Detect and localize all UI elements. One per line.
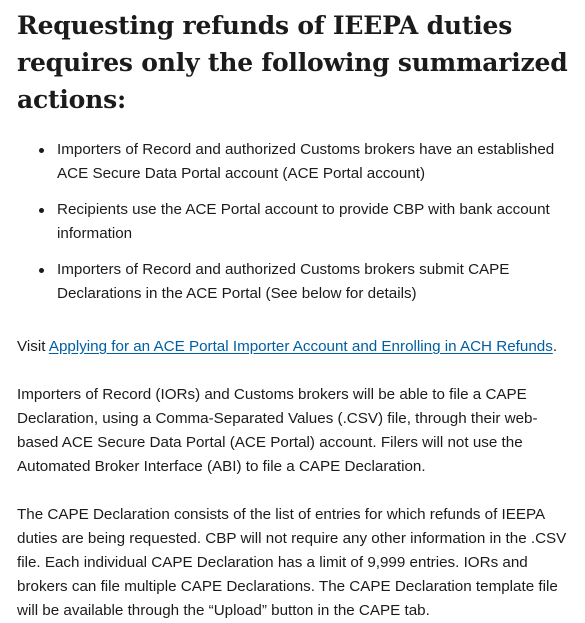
list-item: Recipients use the ACE Portal account to provide CBP with bank account information xyxy=(57,198,573,246)
summary-action-list xyxy=(17,138,573,306)
visit-suffix-text: . xyxy=(552,338,558,355)
visit-prefix-text: Visit xyxy=(17,338,49,355)
cape-filing-paragraph: Importers of Record (IORs) and Customs brokers will be able to file a CAPE Declaration, using a Comma-Separated Values (.CSV) file, through their web-based ACE Secure Data Portal (ACE Portal) account. Filers will not use the Automated Broker Interface (ABI) to file a CAPE Declaration. xyxy=(17,386,538,475)
section-heading: Requesting refunds of IEEPA duties requires only the following summarized actions: xyxy=(17,11,568,114)
ace-portal-importer-account-link[interactable]: Applying for an ACE Portal Importer Account and Enrolling in ACH Refunds xyxy=(48,338,553,355)
list-item: Importers of Record and authorized Customs brokers submit CAPE Declarations in the ACE Portal (See below for details) xyxy=(57,258,573,306)
list-item: Importers of Record and authorized Customs brokers have an established ACE Secure Data Portal account (ACE Portal account) xyxy=(57,138,573,186)
article-content xyxy=(17,7,573,623)
visit-paragraph xyxy=(17,335,573,359)
cape-declaration-paragraph: The CAPE Declaration consists of the list of entries for which refunds of IEEPA duties are being requested. CBP will not require any other information in the .CSV file. Each individual CAPE Declaration has a limit of 9,999 entries. IORs and brokers can file multiple CAPE Declarations. The CAPE Declaration template file will be available through the “Upload” button in the CAPE tab. xyxy=(17,506,567,619)
